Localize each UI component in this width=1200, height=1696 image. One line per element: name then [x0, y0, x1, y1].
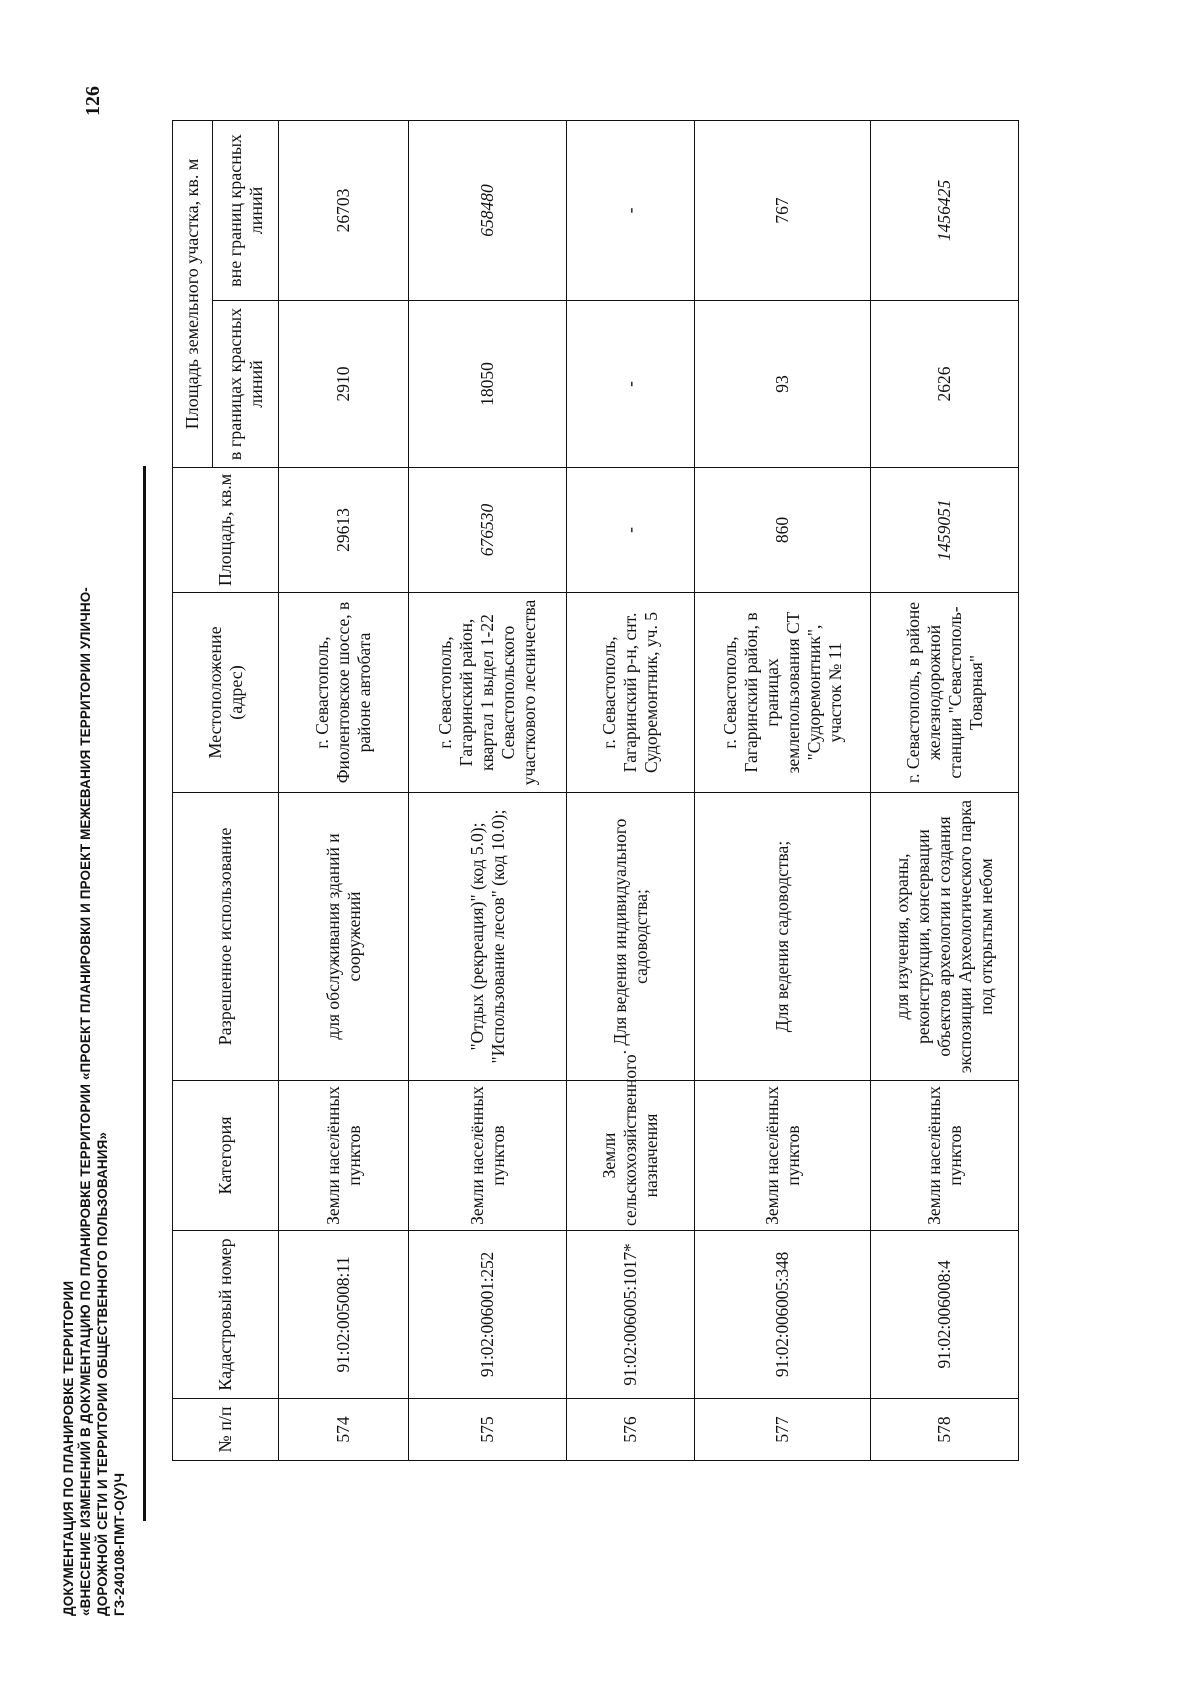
- location: г. Севастополь, Гагаринский район, в границах землепользования СТ "Судоремонтник", участок № 11: [695, 593, 871, 793]
- document-header: [60, 587, 128, 1616]
- permitted-use: "Отдых (рекреация)" (код 5.0); "Использование лесов" (код 10.0);: [409, 793, 567, 1081]
- within-red-lines-value: 2626: [871, 301, 1019, 468]
- within-red-lines-value: 93: [695, 301, 871, 468]
- cadastral-number: 91:02:006005:348: [695, 1231, 871, 1399]
- header-line-1: ДОКУМЕНТАЦИЯ ПО ПЛАНИРОВКЕ ТЕРРИТОРИИ: [61, 1280, 76, 1616]
- area-value: 676530: [409, 468, 567, 593]
- outside-red-lines-value: 1456425: [871, 121, 1019, 301]
- location: г. Севастополь, в районе железнодорожной станции "Севастополь-Товарная": [871, 593, 1019, 793]
- table-row: [871, 121, 1019, 1461]
- row-num: 576: [566, 1399, 694, 1461]
- area-value: 29613: [279, 468, 409, 593]
- outside-red-lines-value: 767: [695, 121, 871, 301]
- land-category: Земли населённых пунктов: [695, 1081, 871, 1231]
- land-plots-table: [172, 120, 1019, 1461]
- cadastral-number: 91:02:005008:11: [279, 1231, 409, 1399]
- land-category: Земли сельскохозяйственного назначения: [566, 1081, 694, 1231]
- header-line-4: ГЗ-240108-ПМТ-О(У)Ч: [112, 1472, 127, 1616]
- location: г. Севастополь, Гагаринский район, квартал 1 выдел 1-22 Севастопольского участкового лесничества: [409, 593, 567, 793]
- page-number: 126: [82, 86, 104, 116]
- land-category: Земли населённых пунктов: [871, 1081, 1019, 1231]
- header-line-2: «ВНЕСЕНИЕ ИЗМЕНЕНИЙ В ДОКУМЕНТАЦИЮ ПО ПЛАНИРОВКЕ ТЕРРИТОРИИ «ПРОЕКТ ПЛАНИРОВКИ И ПРОЕКТ МЕЖЕВАНИЯ ТЕРРИТОРИИ УЛИЧНО-: [78, 587, 93, 1616]
- table-row: [566, 121, 694, 1461]
- within-red-lines-value: -: [566, 301, 694, 468]
- permitted-use: . Для ведения индивидуального садоводства;: [566, 793, 694, 1081]
- header-permitted-use: Разрешенное использование: [173, 793, 279, 1081]
- header-plot-area-group: Площадь земельного участка, кв. м: [173, 121, 213, 468]
- header-location: Местоположение (адрес): [173, 593, 279, 793]
- header-line-3: ДОРОЖНОЙ СЕТИ И ТЕРРИТОРИИ ОБЩЕСТВЕННОГО ПОЛЬЗОВАНИЯ»: [95, 1132, 110, 1616]
- permitted-use: для изучения, охраны, реконструкции, консервации объектов археологии и создания экспозиции Археологического парка под открытым небом: [871, 793, 1019, 1081]
- area-value: 860: [695, 468, 871, 593]
- header-outside-red-lines: вне границ красных линий: [213, 121, 279, 301]
- cadastral-number: 91:02:006005:1017*: [566, 1231, 694, 1399]
- table-row: [409, 121, 567, 1461]
- permitted-use: Для ведения садоводства;: [695, 793, 871, 1081]
- header-cadastral: Кадастровый номер: [173, 1231, 279, 1399]
- row-num: 578: [871, 1399, 1019, 1461]
- land-category: Земли населённых пунктов: [409, 1081, 567, 1231]
- header-within-red-lines: в границах красных линий: [213, 301, 279, 468]
- location: г. Севастополь, Гагаринский р-н, снт. Судоремонтник, уч. 5: [566, 593, 694, 793]
- header-category: Категория: [173, 1081, 279, 1231]
- header-area: Площадь, кв.м: [173, 468, 279, 593]
- header-divider: [143, 466, 146, 1521]
- area-value: 1459051: [871, 468, 1019, 593]
- row-num: 574: [279, 1399, 409, 1461]
- area-value: -: [566, 468, 694, 593]
- row-num: 577: [695, 1399, 871, 1461]
- land-category: Земли населённых пунктов: [279, 1081, 409, 1231]
- within-red-lines-value: 18050: [409, 301, 567, 468]
- cadastral-number: 91:02:006001:252: [409, 1231, 567, 1399]
- cadastral-number: 91:02:006008:4: [871, 1231, 1019, 1399]
- table-row: [695, 121, 871, 1461]
- header-num: № п/п: [173, 1399, 279, 1461]
- outside-red-lines-value: 26703: [279, 121, 409, 301]
- outside-red-lines-value: -: [566, 121, 694, 301]
- location: г. Севастополь, Фиолентовское шоссе, в районе автобата: [279, 593, 409, 793]
- within-red-lines-value: 2910: [279, 301, 409, 468]
- permitted-use: для обслуживания зданий и сооружений: [279, 793, 409, 1081]
- table-row: [279, 121, 409, 1461]
- outside-red-lines-value: 658480: [409, 121, 567, 301]
- row-num: 575: [409, 1399, 567, 1461]
